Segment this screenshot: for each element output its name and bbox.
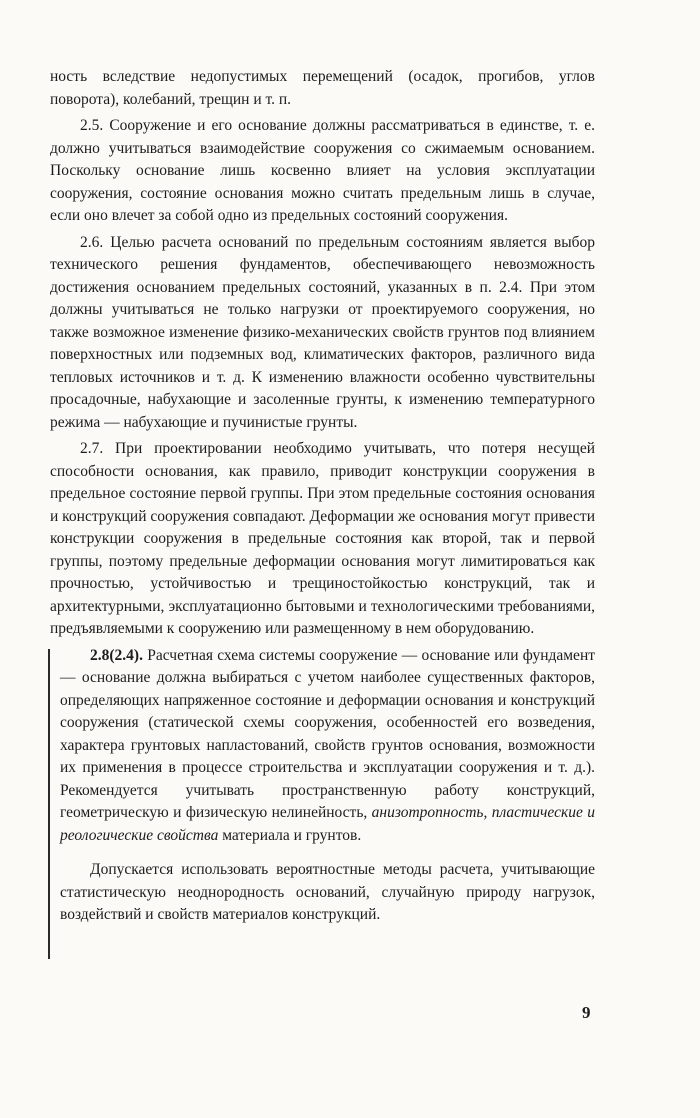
- paragraph-text-italic: анизотропность, пластические и реологические свойства: [60, 804, 595, 844]
- page-number: 9: [582, 1003, 591, 1022]
- paragraph-number: 2.6.: [80, 233, 104, 251]
- paragraph-text: Расчетная схема системы сооружение — основание или фундамент — основание должна выбираться с учетом наиболее существенных факторов, определяющих напряженное состояние и деформации основания и конструкций сооружения (статической схемы сооружения, особенностей его возведения, характера грунтовых напластований, свойств грунтов основания, возможности их применения в процессе строительства и эксплуатации сооружения и т. д.). Рекомендуется учитывать пространственную работу конструкций, геометрическую и физическую нелинейность,: [60, 646, 596, 821]
- text-column: [50, 66, 595, 931]
- margin-rule: [48, 649, 50, 959]
- paragraph-probabilistic: [60, 859, 595, 927]
- paragraph-2-8: [60, 645, 595, 848]
- paragraph-2-7: [50, 438, 595, 641]
- paragraph-text: При проектировании необходимо учитывать, что потеря несущей способности основания, как правило, приводит конструкции сооружения в предельное состояние первой группы. При этом предельные состояния основания и конструкций сооружения совпадают. Деформации же основания могут привести конструкции сооружения в предельные состояния как второй, так и первой группы, поэтому предельные деформации основания могут лимитироваться как прочностью, устойчивостью и трещиностойкостью конструкций, так и архитектурными, эксплуатационно бытовыми и технологическими требованиями, предъявляемыми к сооружению или размещенному в нем оборудованию.: [50, 440, 595, 637]
- paragraph-text: Допускается использовать вероятностные методы расчета, учитывающие статистическую неоднородность оснований, случайную природу нагрузок, воздействий и свойств материалов конструкций.: [60, 861, 595, 923]
- paragraph-continuation: [50, 66, 595, 111]
- marked-section: [50, 645, 595, 927]
- paragraph-text-end: материала и грунтов.: [218, 826, 362, 844]
- paragraph-number: 2.7.: [80, 440, 104, 457]
- paragraph-text: Сооружение и его основание должны рассматриваться в единстве, т. е. должно учитываться взаимодействие сооружения со сжимаемым основанием. Поскольку основание лишь косвенно влияет на условия эксплуатации сооружения, состояние основания можно считать предельным лишь в случае, если оно влечет за собой одно из предельных состояний сооружения.: [50, 117, 596, 224]
- paragraph-2-5: [50, 115, 595, 228]
- paragraph-2-6: [50, 232, 595, 435]
- paragraph-number: 2.8(2.4).: [90, 646, 143, 664]
- paragraph-text: Целью расчета оснований по предельным состояниям является выбор технического решения фундаментов, обеспечивающего невозможность достижения основанием предельных состояний, указанных в п. 2.4. При этом должны учитываться не только нагрузки от проектируемого сооружения, но также возможное изменение физико-механических свойств грунтов под влиянием поверхностных или подземных вод, климатических факторов, различного вида тепловых источников и т. д. К изменению влажности особенно чувствительны просадочные, набухающие и засоленные грунты, к изменению температурного режима — набухающие и пучинистые грунты.: [50, 233, 595, 431]
- paragraph-text: ность вследствие недопустимых перемещений (осадок, прогибов, углов поворота), колебаний, трещин и т. п.: [50, 68, 595, 108]
- paragraph-number: 2.5.: [80, 117, 104, 134]
